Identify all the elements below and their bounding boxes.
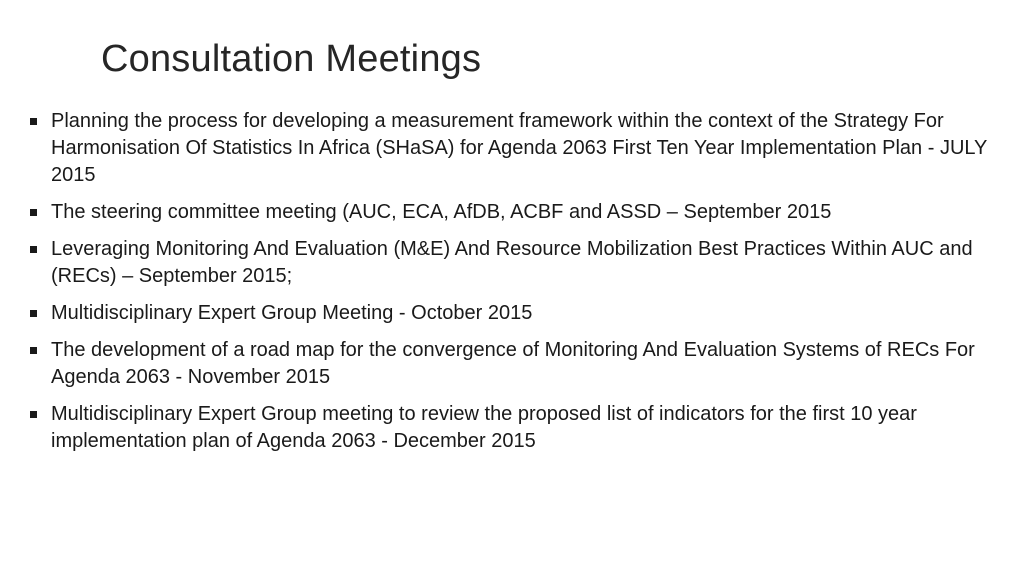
bullet-text: The development of a road map for the convergence of Monitoring And Evaluation Systems of RECs For Agenda 2063 - November 2015	[51, 339, 975, 388]
square-bullet-icon	[30, 411, 37, 418]
bullet-item	[28, 108, 988, 189]
square-bullet-icon	[30, 310, 37, 317]
bullet-item	[28, 236, 988, 290]
bullet-text: Multidisciplinary Expert Group meeting to review the proposed list of indicators for the first 10 year implementation plan of Agenda 2063 - December 2015	[51, 403, 917, 452]
bullet-item	[28, 300, 988, 327]
bullet-item	[28, 199, 988, 226]
bullet-list	[28, 108, 988, 465]
bullet-item	[28, 401, 988, 455]
square-bullet-icon	[30, 246, 37, 253]
square-bullet-icon	[30, 347, 37, 354]
bullet-item	[28, 337, 988, 391]
bullet-text: The steering committee meeting (AUC, ECA, AfDB, ACBF and ASSD – September 2015	[51, 201, 832, 223]
bullet-text: Planning the process for developing a measurement framework within the context of the Strategy For Harmonisation Of Statistics In Africa (SHaSA) for Agenda 2063 First Ten Year Implementation Plan - JULY 2015	[51, 110, 988, 186]
bullet-text: Leveraging Monitoring And Evaluation (M&E) And Resource Mobilization Best Practices Within AUC and (RECs) – September 2015;	[51, 238, 973, 287]
bullet-text: Multidisciplinary Expert Group Meeting - October 2015	[51, 302, 533, 324]
square-bullet-icon	[30, 209, 37, 216]
square-bullet-icon	[30, 118, 37, 125]
slide-title: Consultation Meetings	[101, 38, 482, 80]
